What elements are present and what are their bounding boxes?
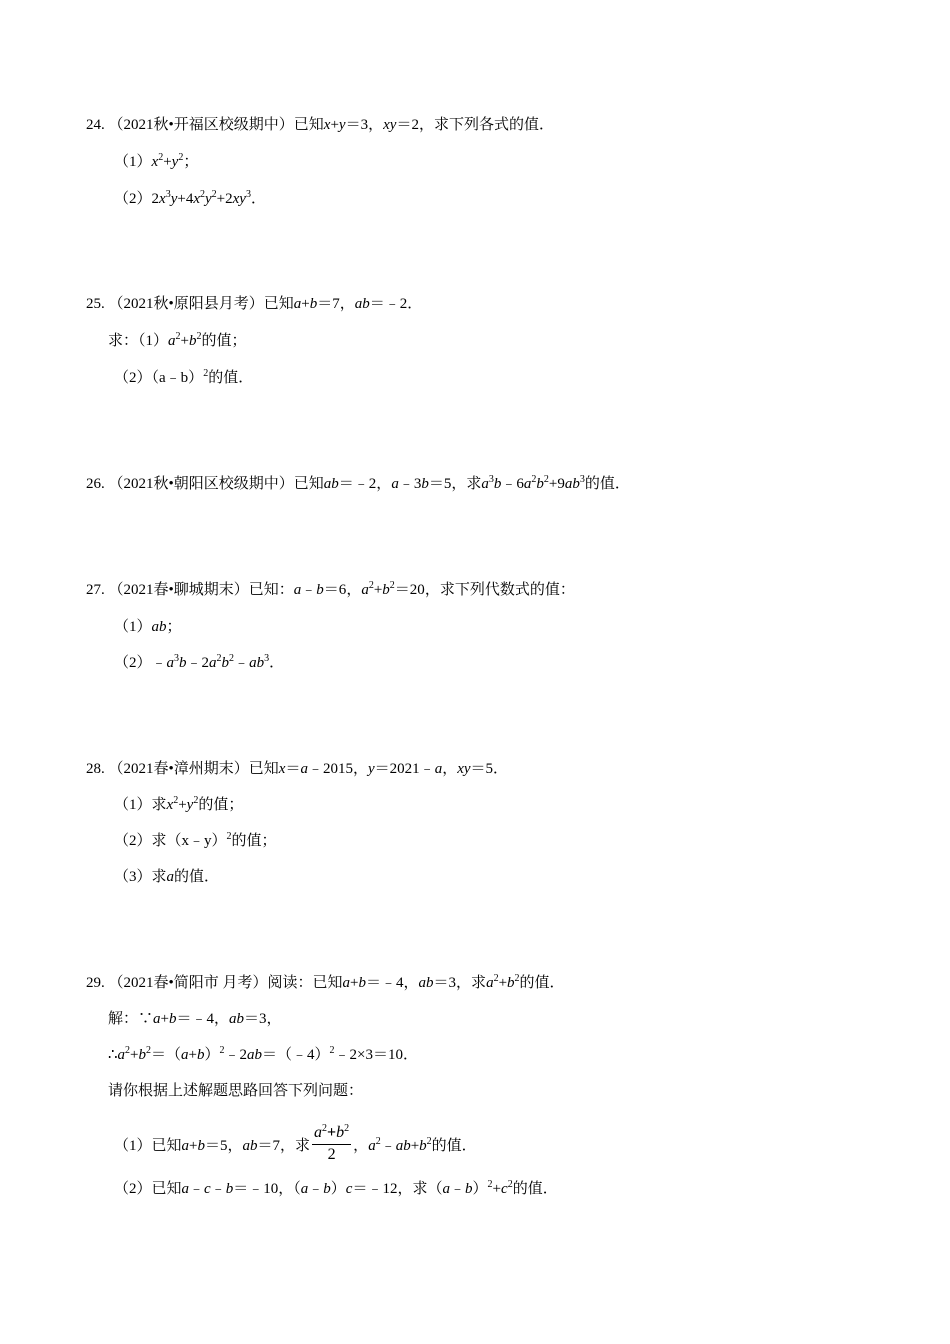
q29-prompt: 请你根据上述解题思路回答下列问题： — [108, 1083, 364, 1099]
q29-fraction: $\frac{a^2+b^2}{2}$ — [314, 1123, 350, 1163]
q29-source: （2021春•简阳市 月考） — [108, 975, 268, 991]
q28-part3: （3）求a的值． — [114, 869, 220, 885]
q27-part2: $(2)﹣a^3b﹣2a^2b^2﹣ab^3$． — [114, 653, 285, 671]
q26-number: 26. — [86, 476, 105, 492]
q29-part2: （2）已知a﹣c﹣b＝﹣10，（a﹣b）c＝﹣12，求$(a﹣b)^2+c^2$的值． — [114, 1179, 558, 1197]
q27-part1: （1）ab； — [114, 619, 182, 635]
q28-stem: 28. （2021春•漳州期末）已知x＝a﹣2015，y＝2021﹣a，xy＝5． — [86, 761, 509, 777]
q29-number: 29. — [86, 975, 105, 991]
q25-part2: （2）（a﹣b）$^2$的值． — [114, 368, 254, 386]
q25-stem: 25. （2021秋•原阳县月考）已知a+b＝7，ab＝﹣2． — [86, 296, 423, 312]
q24-stem: 24. （2021秋•开福区校级期中）已知x+y＝3，xy＝2，求下列各式的值． — [86, 117, 554, 133]
q25-source: （2021秋•原阳县月考） — [108, 296, 264, 312]
q27-source: （2021春•聊城期末） — [108, 582, 249, 598]
q26-stem: 26. （2021秋•朝阳区校级期中）已知ab＝﹣2，a﹣3b＝5，求$a^3b﹣6a^2b^2+9ab^3$的值． — [86, 474, 630, 492]
q28-part2: （2）求（x﹣y）$^2$的值； — [114, 831, 277, 849]
q29-solution-line2: $\therefore a^2+b^2=(a+b)^2﹣2ab=(﹣4)^2﹣2\times 3=10$． — [108, 1045, 419, 1063]
q27-number: 27. — [86, 582, 105, 598]
q25-part1: 求：$(1)a^2+b^2$的值； — [108, 331, 247, 349]
q26-source: （2021秋•朝阳区校级期中） — [108, 476, 294, 492]
q28-part1: （1）求$x^2+y^2$的值； — [114, 795, 244, 813]
q24-part2: $(2)2x^3y+4x^2y^2+2xy^3$． — [114, 189, 266, 207]
q24-source: （2021秋•开福区校级期中） — [108, 117, 294, 133]
q27-stem: 27. （2021春•聊城期末）已知：a﹣b＝6，$a^2+b^2=20$，求下列代数式的值： — [86, 580, 575, 598]
q24-part1: $(1)x^2+y^2$； — [114, 152, 199, 170]
q25-number: 25. — [86, 296, 105, 312]
q29-solution-line1: 解：∵a+b＝﹣4，ab＝3， — [108, 1011, 282, 1027]
q24-number: 24. — [86, 117, 105, 133]
q28-number: 28. — [86, 761, 105, 777]
q28-source: （2021春•漳州期末） — [108, 761, 249, 777]
q29-part1: （1）已知a+b＝5，ab＝7，求 $\frac{a^2+b^2}{2}$ ，$a^2﹣ab+b^2$的值． — [114, 1123, 477, 1163]
q29-stem: 29. （2021春•简阳市 月考）阅读：已知a+b＝﹣4，ab＝3，求$a^2+b^2$的值． — [86, 973, 565, 991]
